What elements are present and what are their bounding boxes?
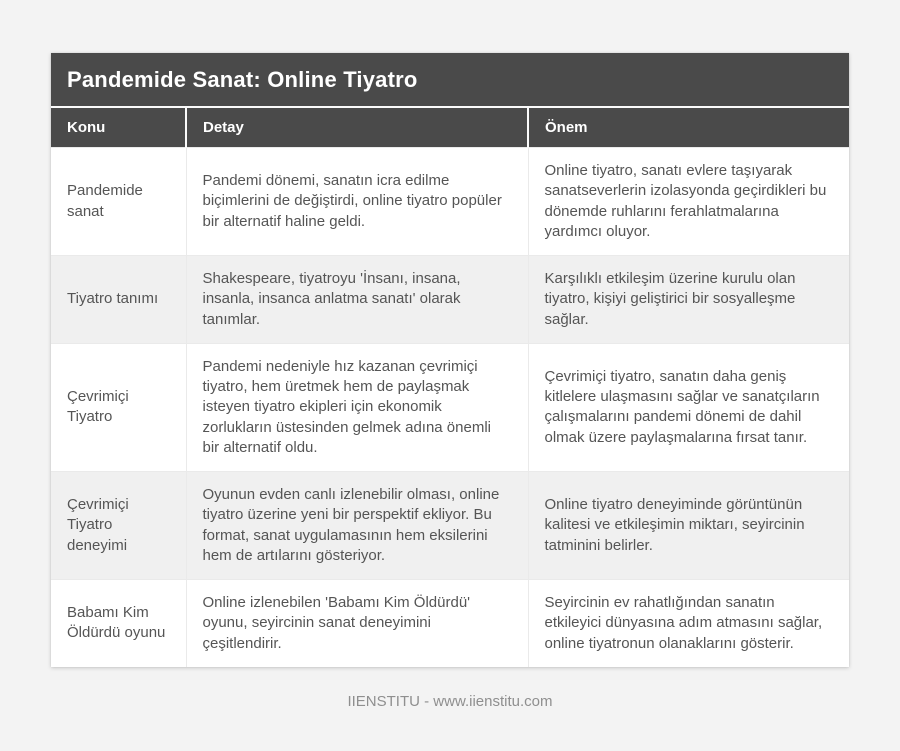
table-row <box>51 148 849 256</box>
footer-text: IIENSTITU - www.iienstitu.com <box>347 692 553 710</box>
cell-onem: Seyircinin ev rahatlığından sanatın etkileyici dünyasına adım atmasını sağlar, online tiyatronun olanaklarını gösterir. <box>528 580 849 667</box>
cell-onem: Karşılıklı etkileşim üzerine kurulu olan tiyatro, kişiyi geliştirici bir sosyalleşme sağlar. <box>528 256 849 344</box>
cell-detay: Pandemi dönemi, sanatın icra edilme biçimlerini de değiştirdi, online tiyatro popüler bir alternatif haline geldi. <box>186 148 528 256</box>
cell-detay: Online izlenebilen 'Babamı Kim Öldürdü' oyunu, seyircinin sanat deneyimini çeşitlendirir. <box>186 580 528 667</box>
content-card <box>51 53 849 667</box>
cell-konu: Tiyatro tanımı <box>51 256 186 344</box>
cell-konu: Çevrimiçi Tiyatro deneyimi <box>51 472 186 580</box>
table-row <box>51 472 849 580</box>
cell-onem: Çevrimiçi tiyatro, sanatın daha geniş kitlelere ulaşmasını sağlar ve sanatçıların çalışmalarını pandemi dönemi de dahil olmak üzere paylaşmalarına fırsat tanır. <box>528 343 849 471</box>
page-title: Pandemide Sanat: Online Tiyatro <box>51 53 849 108</box>
table-row <box>51 580 849 667</box>
table-row <box>51 343 849 471</box>
cell-detay: Shakespeare, tiyatroyu 'İnsanı, insana, insanla, insanca anlatma sanatı' olarak tanımlar. <box>186 256 528 344</box>
cell-detay: Oyunun evden canlı izlenebilir olması, online tiyatro üzerine yeni bir perspektif ekliyor. Bu format, sanat uygulamasının hem eksilerini hem de artılarını gösteriyor. <box>186 472 528 580</box>
content-table <box>51 108 849 667</box>
table-header-row <box>51 108 849 148</box>
cell-konu: Pandemide sanat <box>51 148 186 256</box>
column-header-onem: Önem <box>528 108 849 148</box>
column-header-konu: Konu <box>51 108 186 148</box>
cell-onem: Online tiyatro deneyiminde görüntünün kalitesi ve etkileşimin miktarı, seyircinin tatminini belirler. <box>528 472 849 580</box>
cell-detay: Pandemi nedeniyle hız kazanan çevrimiçi tiyatro, hem üretmek hem de paylaşmak isteyen tiyatro ekipleri için ekonomik zorlukların üstesinden gelmek adına önemli bir alternatif oldu. <box>186 343 528 471</box>
cell-konu: Çevrimiçi Tiyatro <box>51 343 186 471</box>
cell-onem: Online tiyatro, sanatı evlere taşıyarak sanatseverlerin izolasyonda geçirdikleri bu dönemde ruhlarını ferahlatmalarına yardımcı oluyor. <box>528 148 849 256</box>
cell-konu: Babamı Kim Öldürdü oyunu <box>51 580 186 667</box>
column-header-detay: Detay <box>186 108 528 148</box>
table-row <box>51 256 849 344</box>
